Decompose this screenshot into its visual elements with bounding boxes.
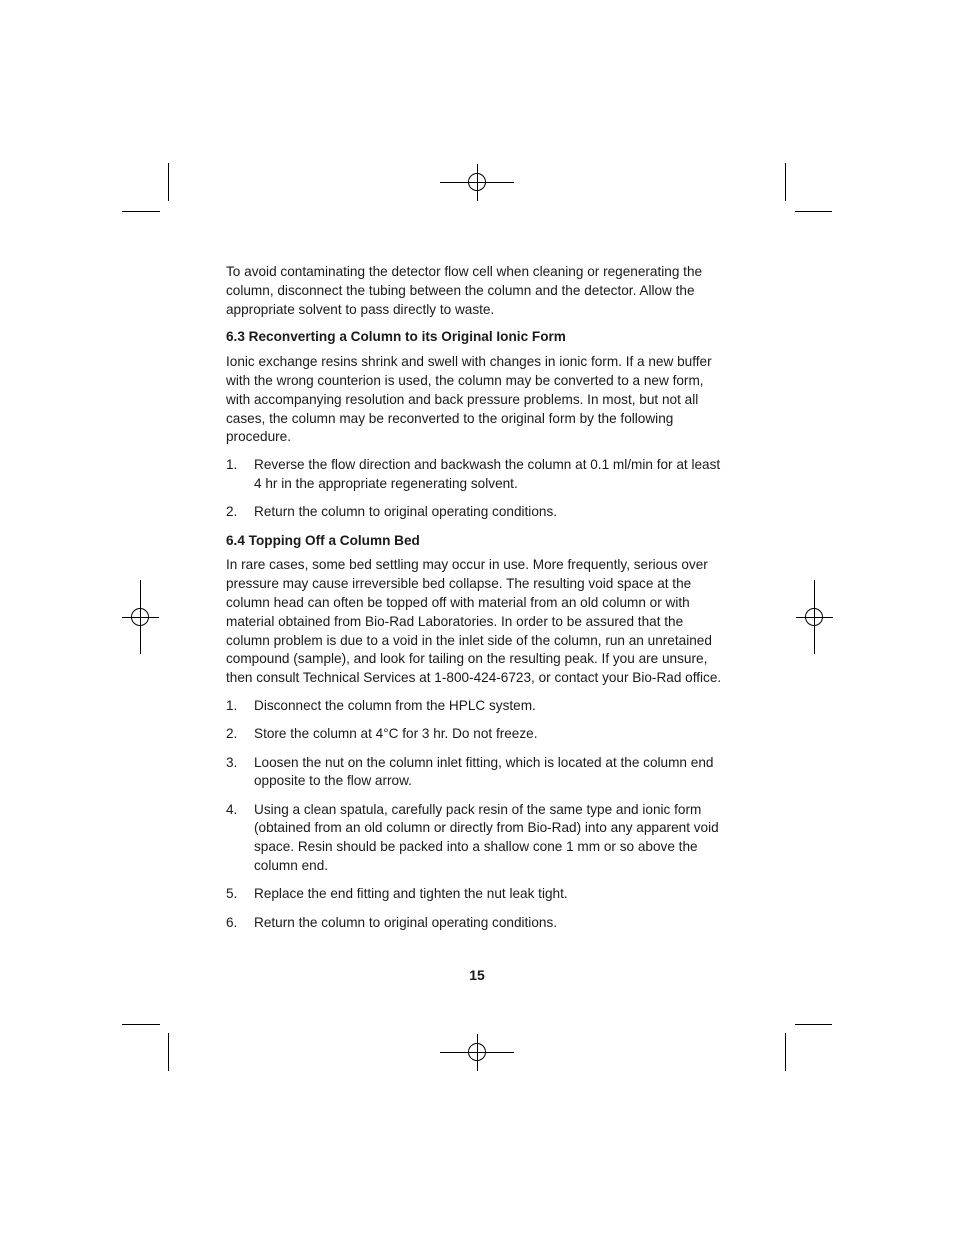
page-content [226, 263, 728, 942]
step-number: 4. [226, 801, 238, 817]
section-6-4-body: In rare cases, some bed settling may occur in use. More frequently, serious over pressure may cause irreversible bed collapse. The resulting void space at the column head can often be topped off with material from an old column or with material obtained from Bio-Rad Laboratories. In order to be assured that the column problem is due to a void in the inlet side of the column, run an unretained compound (sample), and look for tailing on the resulting peak. If you are unsure, then consult Technical Services at 1-800-424-6723, or contact your Bio-Rad office. [226, 557, 722, 686]
step-text: Store the column at 4°C for 3 hr. Do not freeze. [254, 726, 538, 742]
intro-paragraph: To avoid contaminating the detector flow cell when cleaning or regenerating the column, disconnect the tubing between the column and the detector. Allow the appropriate solvent to pass directly to waste. [226, 264, 703, 317]
crop-mark-top-right-v [785, 163, 786, 201]
list-item [226, 801, 728, 876]
step-text: Reverse the flow direction and backwash the column at 0.1 ml/min for at least 4 hr in the appropriate regenerating solvent. [254, 457, 721, 491]
list-item [226, 697, 728, 716]
list-item [226, 725, 728, 744]
step-number: 1. [226, 457, 238, 473]
step-text: Disconnect the column from the HPLC system. [254, 697, 536, 713]
page-number: 15 [469, 967, 485, 983]
step-number: 2. [226, 504, 238, 520]
step-number: 3. [226, 754, 238, 770]
list-item [226, 914, 728, 933]
step-text: Return the column to original operating conditions. [254, 914, 558, 930]
crop-mark-top-left-h [122, 211, 160, 212]
list-item [226, 754, 728, 792]
step-text: Replace the end fitting and tighten the nut leak tight. [254, 886, 568, 902]
crop-mark-bottom-right-v [785, 1033, 786, 1071]
registration-left-circle [131, 608, 149, 626]
section-6-3-body: Ionic exchange resins shrink and swell with changes in ionic form. If a new buffer with the wrong counterion is used, the column may be converted to a new form, with accompanying resolution and back pressure problems. In most, but not all cases, the column may be reconverted to the original form by the following procedure. [226, 354, 712, 445]
list-item [226, 503, 728, 522]
step-number: 2. [226, 726, 238, 742]
step-number: 6. [226, 914, 238, 930]
section-6-3-steps [226, 456, 728, 522]
step-text: Return the column to original operating conditions. [254, 504, 558, 520]
crop-mark-bottom-left-v [168, 1033, 169, 1071]
registration-right-circle [805, 608, 823, 626]
step-number: 5. [226, 886, 238, 902]
section-6-4-steps [226, 697, 728, 932]
crop-mark-bottom-right-h [795, 1024, 832, 1025]
list-item [226, 456, 728, 494]
crop-mark-bottom-left-h [122, 1024, 160, 1025]
registration-top-circle [468, 173, 486, 191]
step-number: 1. [226, 697, 238, 713]
registration-bottom-circle [468, 1043, 486, 1061]
step-text: Using a clean spatula, carefully pack resin of the same type and ionic form (obtained from an old column or directly from Bio-Rad) into any apparent void space. Resin should be packed into a shallow cone 1 mm or so above the column end. [254, 801, 719, 874]
list-item [226, 885, 728, 904]
step-text: Loosen the nut on the column inlet fitting, which is located at the column end opposite to the flow arrow. [254, 754, 714, 789]
section-6-4-heading: 6.4 Topping Off a Column Bed [226, 532, 420, 548]
crop-mark-top-right-h [795, 211, 832, 212]
section-6-3-heading: 6.3 Reconverting a Column to its Original Ionic Form [226, 329, 566, 345]
crop-mark-top-left-v [168, 163, 169, 201]
